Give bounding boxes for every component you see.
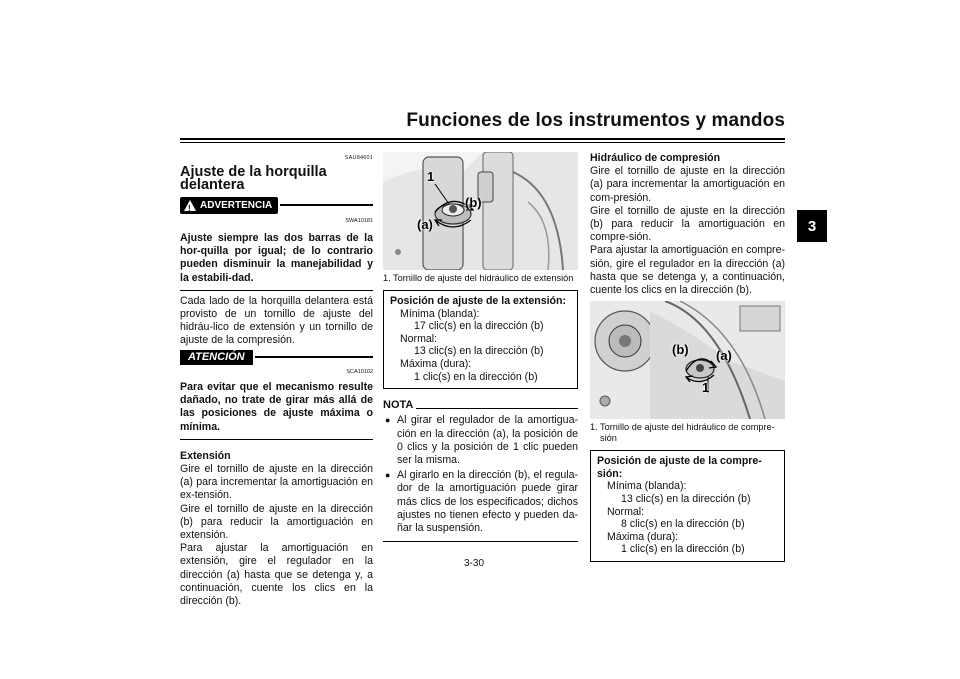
compression-paragraph-1: Gire el tornillo de ajuste en la dirección (a) para incrementar la amortiguación en com-presión.	[590, 165, 785, 204]
warning-rule	[280, 204, 373, 206]
notice-badge: ATENCIÓN	[180, 350, 253, 365]
fork-compression-illustration	[590, 301, 785, 419]
bullet-icon: ●	[385, 470, 391, 481]
header-rule-thin	[180, 142, 785, 143]
header-rule	[180, 138, 785, 140]
normal-value: 13 clic(s) en la dirección (b)	[414, 345, 544, 358]
max-label: Máxima (dura):	[607, 530, 679, 543]
figure-label-a: (a)	[417, 217, 433, 232]
notice-code: SCA10102	[346, 368, 373, 375]
bullet-icon: ●	[385, 415, 391, 426]
figure-label-1: 1	[702, 380, 710, 396]
extension-paragraph-3: Para ajustar la amortiguación en extensión, gire el regulador en la dirección (a) hasta que se detenga y, a continuación, cuente los clics en la dirección (b).	[180, 542, 373, 608]
section-code: SAU84601	[344, 155, 373, 161]
column-middle	[383, 152, 578, 542]
max-value: 1 clic(s) en la dirección (b)	[414, 370, 538, 383]
section-title: Ajuste de la horquilla delantera	[180, 164, 327, 194]
warning-triangle-icon: !	[184, 200, 196, 211]
fork-extension-photo	[383, 152, 578, 270]
note-bullet-2-text: Al girarlo en la dirección (b), el regula-dor de la amortiguación puede girar más clics de los especificados; dichos ajustes no tienen efecto y pueden da-ñar la suspensión.	[397, 469, 578, 534]
notice-end-rule	[180, 439, 373, 440]
warning-badge	[180, 197, 278, 214]
normal-value: 8 clic(s) en la dirección (b)	[621, 518, 745, 531]
figure-label-1: 1	[427, 169, 435, 184]
note-bullet-1-text: Al girar el regulador de la amortigua-ción en la dirección (a), la posición de 0 clics y la posición de 1 clic pueden ser la misma.	[397, 414, 578, 466]
notice-text: Para evitar que el mecanismo resulte dañado, no trate de girar más allá de las posiciones de ajuste máxima o mínima.	[180, 381, 373, 433]
min-value: 13 clic(s) en la dirección (b)	[621, 493, 751, 506]
column-right	[590, 152, 785, 562]
max-label: Máxima (dura):	[400, 357, 472, 370]
note-header	[383, 399, 578, 412]
figure-caption: 1. Tornillo de ajuste del hidráulico de compre-sión	[590, 422, 775, 444]
note-bullet-2	[383, 469, 578, 535]
box-title: Posición de ajuste de la compre-sión:	[597, 455, 762, 480]
notice-header	[180, 350, 373, 365]
figure-caption: 1. Tornillo de ajuste del hidráulico de extensión	[383, 273, 574, 283]
extension-paragraph-2: Gire el tornillo de ajuste en la dirección (b) para reducir la amortiguación en extensión.	[180, 502, 373, 542]
notice-rule	[255, 356, 373, 358]
column-left	[180, 152, 373, 608]
box-title: Posición de ajuste de la extensión:	[390, 295, 567, 307]
note-label: NOTA	[383, 399, 414, 412]
page-number: 3-30	[464, 558, 485, 569]
figure-label-b: (b)	[672, 342, 689, 358]
min-label: Mínima (blanda):	[400, 307, 480, 320]
normal-label: Normal:	[400, 332, 438, 345]
note-rule	[416, 408, 578, 409]
min-value: 17 clic(s) en la dirección (b)	[414, 320, 544, 333]
compression-title: Hidráulico de compresión	[590, 152, 721, 164]
fork-extension-illustration	[383, 152, 578, 270]
chapter-tab: 3	[797, 210, 827, 242]
warning-header	[180, 197, 373, 214]
warning-text: Ajuste siempre las dos barras de la hor-quilla por igual; de lo contrario pueden disminuir la manejabilidad y la estabili-dad.	[180, 232, 373, 284]
fork-compression-photo	[590, 301, 785, 419]
note-bullet-1	[383, 414, 578, 467]
max-value: 1 clic(s) en la dirección (b)	[621, 543, 745, 556]
page-header-title: Funciones de los instrumentos y mandos	[406, 110, 785, 131]
note-end-rule	[383, 541, 578, 542]
extension-settings-box	[383, 290, 578, 389]
extension-title: Extensión	[180, 449, 231, 462]
compression-settings-box	[590, 450, 785, 562]
warning-end-rule	[180, 290, 373, 291]
figure-label-b: (b)	[465, 195, 482, 210]
compression-paragraph-3: Para ajustar la amortiguación en compre-sión, gire el regulador en la dirección (a) hasta que se detenga y, a continuación, cuente los clics en la dirección (b).	[590, 244, 785, 297]
figure-label-a: (a)	[716, 348, 732, 364]
warning-label: ADVERTENCIA	[200, 199, 273, 211]
normal-label: Normal:	[607, 505, 645, 518]
intro-paragraph: Cada lado de la horquilla delantera está provisto de un tornillo de ajuste del hidráu-lico de extensión y un tornillo de ajuste de la compresión.	[180, 294, 373, 347]
warning-code: SWA10181	[345, 217, 373, 224]
extension-paragraph-1: Gire el tornillo de ajuste en la dirección (a) para incrementar la amortiguación en ex-tensión.	[180, 463, 373, 502]
min-label: Mínima (blanda):	[607, 480, 687, 493]
compression-paragraph-2: Gire el tornillo de ajuste en la dirección (b) para reducir la amortiguación en compre-sión.	[590, 204, 785, 244]
